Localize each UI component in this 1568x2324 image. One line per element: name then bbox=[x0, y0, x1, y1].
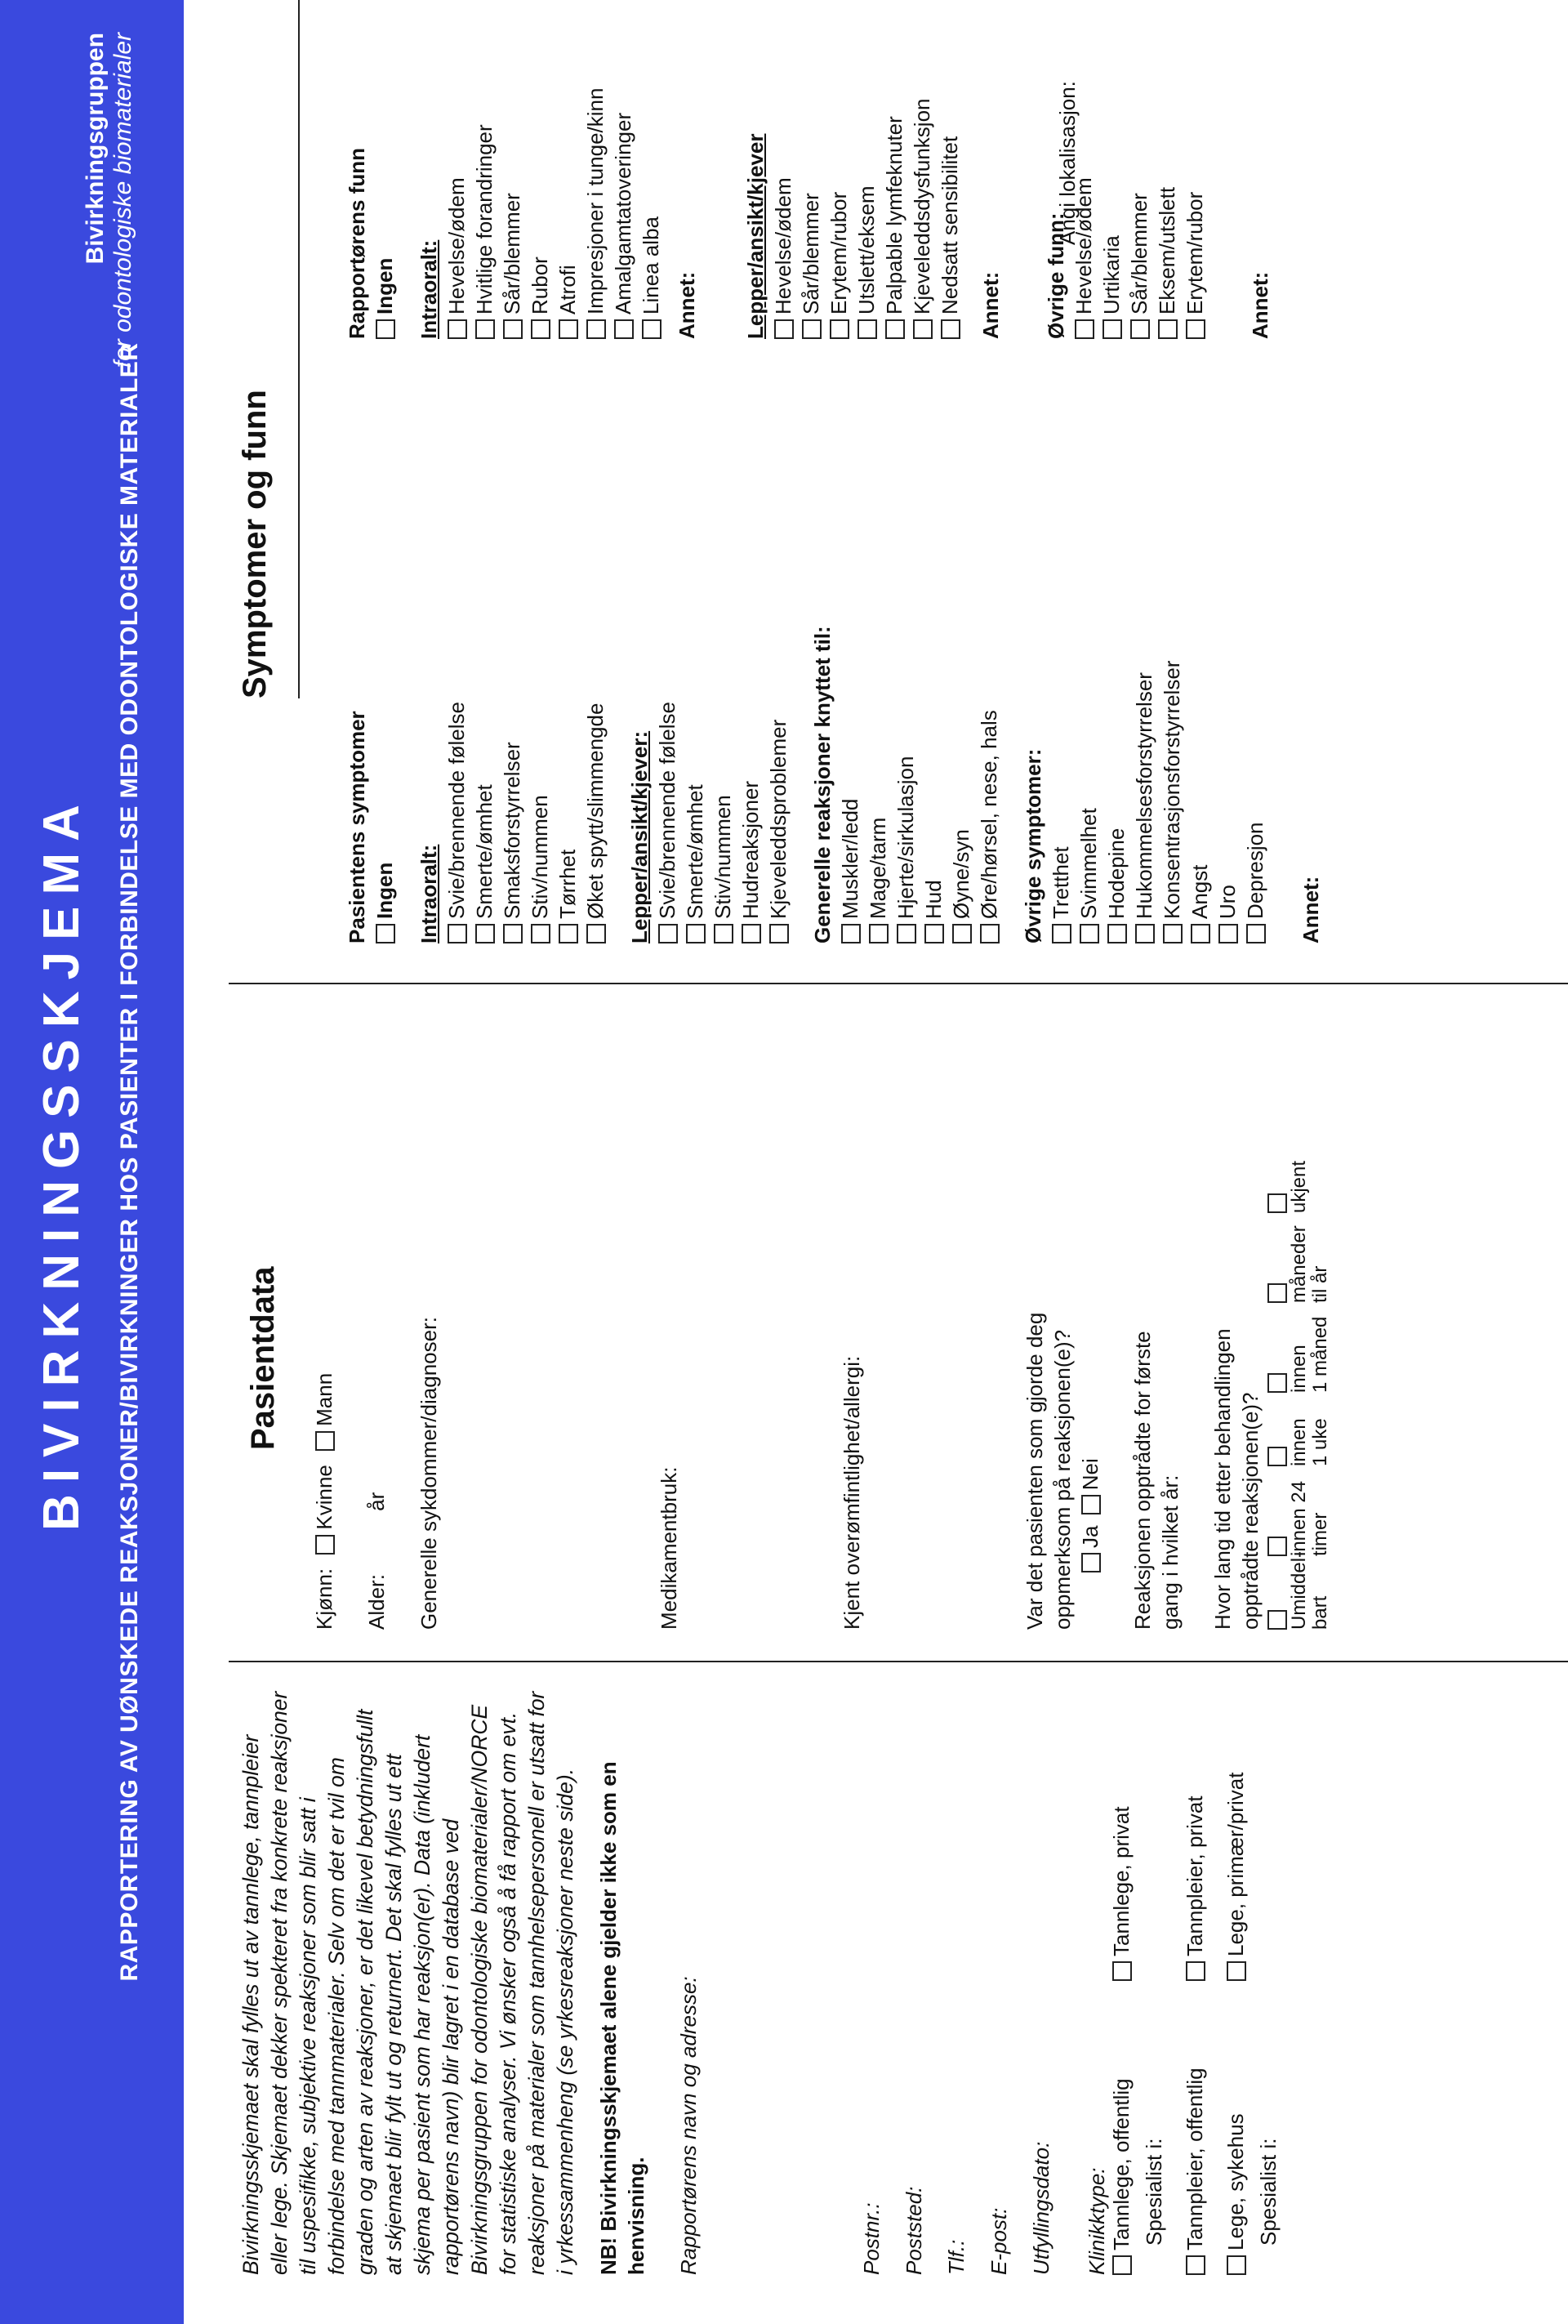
checkbox[interactable] bbox=[531, 319, 550, 339]
option-label: Uro bbox=[1215, 885, 1240, 919]
checkbox[interactable] bbox=[1186, 1961, 1205, 1981]
checkbox-option[interactable] bbox=[1047, 486, 1075, 943]
option-label: Smerte/ømhet bbox=[683, 784, 707, 919]
checkbox-option[interactable] bbox=[470, 12, 498, 339]
checkbox-option[interactable] bbox=[498, 12, 526, 339]
opt-tannpleier-priv[interactable]: Tannpleier, privat bbox=[1181, 1703, 1209, 1981]
checkbox[interactable] bbox=[1158, 319, 1178, 339]
divider-2 bbox=[229, 983, 1568, 984]
sykdommer-label: Generelle sykdommer/diagnoser: bbox=[416, 1317, 441, 1630]
patient-symptoms bbox=[343, 486, 1325, 943]
checkbox[interactable] bbox=[642, 319, 662, 339]
checkbox-option[interactable] bbox=[1214, 486, 1241, 943]
opt-tannlege-priv[interactable]: Tannlege, privat bbox=[1107, 1703, 1135, 1981]
symptoms-title: Symptomer og funn bbox=[237, 390, 273, 698]
option-label: Rubor bbox=[528, 256, 552, 314]
checkbox[interactable] bbox=[980, 924, 1000, 943]
option-label: Sår/blemmer bbox=[500, 193, 524, 314]
checkbox[interactable] bbox=[1246, 924, 1266, 943]
checkbox[interactable] bbox=[714, 924, 733, 943]
checkbox-option[interactable] bbox=[920, 486, 947, 943]
time-options bbox=[1267, 1009, 1331, 1630]
checkbox[interactable] bbox=[376, 924, 395, 943]
checkbox[interactable] bbox=[1080, 924, 1099, 943]
checkbox-option[interactable] bbox=[892, 486, 920, 943]
option-label: Smaksforstyrrelser bbox=[500, 742, 524, 919]
r-annet-3: Annet: bbox=[1248, 271, 1272, 339]
checkbox[interactable] bbox=[774, 319, 794, 339]
option-label: Hevelse/ødem bbox=[1071, 177, 1096, 314]
checkbox[interactable] bbox=[1227, 1961, 1246, 1981]
checkbox-option[interactable] bbox=[1181, 12, 1209, 339]
checkbox[interactable] bbox=[913, 319, 933, 339]
checkbox-option[interactable] bbox=[764, 486, 792, 943]
kjonn-row: Kjønn: Kvinne Mann bbox=[312, 1372, 336, 1630]
option-label: Kjeveleddsdysfunksjon bbox=[910, 98, 934, 314]
annet-patient: Annet: bbox=[1298, 876, 1323, 943]
klinikktype-options bbox=[1107, 1691, 1282, 2275]
checkbox-option[interactable] bbox=[864, 486, 892, 943]
intro-text: Bivirkningsskjemaet skal fylles ut av tannlege, tannpleier eller lege. Skjemaet dekker spekteret fra konkrete reaksjoner til uspesifikke, subjektive reaksjoner som blir satt i forbindelse med tannmaterialer. Selv om det er tvil om graden og arten av reaksjoner, er det likevel betydningsfullt at skjemaet blir fylt ut og returnert. Det skal fylles ut ett skjema per pasient som har reaksjon(er). Data (inkludert rapportørens navn) blir lagret i en database ved Bivirkningsgruppen for odontologiske biomaterialer/NORCE for statistiske analyser. Vi ønsker også å få rapport om evt. reaksjoner på materialer som tannhelsepersonell er utsatt for i yrkessammenheng (se yrkesreaksjoner neste side). bbox=[238, 1691, 577, 2275]
checkbox-option[interactable] bbox=[908, 12, 936, 339]
checkbox[interactable] bbox=[376, 319, 395, 339]
lepper-label: Lepper/ansikt/kjever: bbox=[627, 730, 652, 943]
option-label: Tretthet bbox=[1049, 846, 1073, 919]
option-label: Hevelse/ødem bbox=[771, 177, 795, 314]
checkbox-option[interactable] bbox=[797, 12, 825, 339]
checkbox-option[interactable] bbox=[936, 12, 964, 339]
checkbox-option[interactable] bbox=[609, 12, 637, 339]
checkbox[interactable] bbox=[686, 924, 706, 943]
checkbox[interactable] bbox=[658, 924, 678, 943]
intro-column bbox=[237, 1691, 1282, 2275]
checkbox-option[interactable] bbox=[443, 12, 470, 339]
medikament-label: Medikamentbruk: bbox=[657, 1466, 681, 1630]
lokal-label: Angi lokalisasjon: bbox=[1055, 81, 1080, 245]
checkbox[interactable] bbox=[1267, 1193, 1287, 1213]
checkbox[interactable] bbox=[869, 924, 889, 943]
option-label: Sår/blemmer bbox=[1127, 193, 1152, 314]
checkbox[interactable] bbox=[586, 319, 606, 339]
checkbox-nei[interactable] bbox=[1081, 1495, 1101, 1514]
checkbox[interactable] bbox=[924, 924, 944, 943]
checkbox[interactable] bbox=[858, 319, 877, 339]
checkbox[interactable] bbox=[1130, 319, 1150, 339]
intraoralt-label: Intraoralt: bbox=[416, 844, 441, 943]
option-label: Atrofi bbox=[555, 265, 580, 314]
checkbox[interactable] bbox=[1075, 319, 1094, 339]
checkbox[interactable] bbox=[885, 319, 905, 339]
checkbox[interactable] bbox=[742, 924, 761, 943]
option-label: Øket spytt/slimmengde bbox=[583, 703, 608, 919]
alder-row: Alder: år bbox=[364, 1492, 389, 1630]
reporter-name-label: Rapportørens navn og adresse: bbox=[676, 1976, 701, 2275]
opt-lege-sykehus[interactable]: Lege, sykehus bbox=[1222, 1981, 1250, 2275]
ovrige-symp-label: Øvrige symptomer: bbox=[1021, 748, 1045, 943]
checkbox[interactable] bbox=[1267, 1373, 1287, 1393]
option-label: Stiv/nummen bbox=[528, 795, 552, 919]
checkbox-option[interactable] bbox=[443, 486, 470, 943]
option-label: Utslett/eksem bbox=[854, 185, 879, 314]
checkbox-option[interactable] bbox=[769, 12, 797, 339]
checkbox[interactable] bbox=[1112, 2255, 1132, 2275]
r-annet-1: Annet: bbox=[675, 271, 699, 339]
checkbox[interactable] bbox=[841, 924, 861, 943]
generelle-label: Generelle reaksjoner knyttet til: bbox=[810, 626, 835, 943]
p-lepper-list bbox=[653, 486, 792, 943]
checkbox[interactable] bbox=[1267, 1537, 1287, 1556]
checkbox-option[interactable] bbox=[1130, 486, 1158, 943]
epost-label: E-post: bbox=[987, 2207, 1011, 2275]
checkbox[interactable] bbox=[475, 319, 495, 339]
checkbox-option[interactable] bbox=[853, 12, 880, 339]
patient-title: Pasientdata bbox=[245, 1266, 281, 1450]
option-label: Erytem/rubor bbox=[826, 191, 851, 314]
checkbox-option[interactable] bbox=[470, 486, 498, 943]
ingen-patient[interactable]: Ingen bbox=[371, 486, 399, 943]
checkbox[interactable] bbox=[1218, 924, 1238, 943]
checkbox[interactable] bbox=[503, 924, 523, 943]
checkbox[interactable] bbox=[1107, 924, 1127, 943]
divider-symptoms bbox=[298, 0, 300, 698]
option-label: Hevelse/ødem bbox=[444, 177, 469, 314]
reporter-findings-title: Rapportørens funn bbox=[345, 148, 369, 339]
r-intra-list bbox=[443, 12, 665, 339]
option-label: Svie/brennende følelse bbox=[655, 702, 679, 919]
checkbox[interactable] bbox=[1052, 924, 1071, 943]
checkbox[interactable] bbox=[1112, 1961, 1132, 1981]
option-label: Hukommelsesforstyrrelser bbox=[1132, 672, 1156, 919]
checkbox-option[interactable] bbox=[581, 12, 609, 339]
checkbox-option[interactable] bbox=[1158, 486, 1186, 943]
tlf-label: Tlf.: bbox=[944, 2239, 969, 2275]
option-label: Stiv/nummen bbox=[710, 795, 735, 919]
p-gen-list bbox=[836, 486, 1003, 943]
checkbox[interactable] bbox=[1186, 319, 1205, 339]
opt-tannlege-off[interactable]: Tannlege, offentlig bbox=[1107, 1981, 1135, 2275]
opt-tannpleier-off[interactable]: Tannpleier, offentlig bbox=[1181, 1981, 1209, 2275]
form-title: BIVIRKNINGSSKJEMA bbox=[33, 793, 90, 1531]
option-label: Impresjoner i tunge/kinn bbox=[583, 87, 608, 314]
checkbox[interactable] bbox=[1135, 924, 1155, 943]
r-intraoralt-label: Intraoralt: bbox=[416, 239, 441, 339]
checkbox[interactable] bbox=[1267, 1447, 1287, 1466]
r-lepper-list bbox=[769, 12, 964, 339]
option-label: Hodepine bbox=[1104, 827, 1129, 919]
option-label: Smerte/ømhet bbox=[472, 784, 497, 919]
checkbox-option[interactable] bbox=[653, 486, 681, 943]
checkbox-option[interactable] bbox=[1241, 486, 1269, 943]
option-label: Hjerte/sirkulasjon bbox=[893, 756, 918, 919]
q-first: Reaksjonen opptrådte for første gang i hvilket år: bbox=[1130, 1331, 1183, 1630]
checkbox[interactable] bbox=[1102, 319, 1122, 339]
checkbox-option[interactable] bbox=[1125, 12, 1153, 339]
checkbox[interactable] bbox=[1191, 924, 1210, 943]
checkbox-option[interactable] bbox=[581, 486, 609, 943]
checkbox-option[interactable] bbox=[1098, 12, 1125, 339]
checkbox-option[interactable] bbox=[526, 486, 554, 943]
checkbox-option[interactable] bbox=[709, 486, 737, 943]
dato-label: Utfyllingsdato: bbox=[1029, 2141, 1054, 2275]
ovrige-funn-label: Øvrige funn: bbox=[1044, 212, 1068, 339]
p-ovr-list bbox=[1047, 486, 1269, 943]
checkbox-option[interactable] bbox=[681, 486, 709, 943]
header-band bbox=[0, 0, 184, 2324]
checkbox[interactable] bbox=[503, 319, 523, 339]
ingen-reporter[interactable]: Ingen bbox=[371, 12, 399, 339]
checkbox-option[interactable] bbox=[880, 12, 908, 339]
option-label: Tørrhet bbox=[555, 849, 580, 919]
nb-note: NB! Bivirkningsskjemaet alene gjelder ikke som en henvisning. bbox=[596, 1761, 648, 2275]
option-label: Konsentrasjonsforstyrrelser bbox=[1160, 660, 1184, 919]
r-lepper-label: Lepper/ansikt/kjever bbox=[743, 133, 768, 339]
checkbox[interactable] bbox=[559, 924, 578, 943]
option-label: Mage/tarm bbox=[866, 817, 890, 919]
checkbox-option[interactable] bbox=[1186, 486, 1214, 943]
checkbox-option[interactable] bbox=[1153, 12, 1181, 339]
checkbox[interactable] bbox=[559, 319, 578, 339]
option-label: Depresjon bbox=[1243, 822, 1267, 919]
time-opt-5[interactable]: ukjent bbox=[1267, 1140, 1310, 1213]
option-label: Nedsatt sensibilitet bbox=[938, 136, 962, 314]
checkbox[interactable] bbox=[586, 924, 606, 943]
option-label: Amalgamtatoveringer bbox=[611, 112, 635, 314]
checkbox-option[interactable] bbox=[947, 486, 975, 943]
option-label: Svie/brennende følelse bbox=[444, 702, 469, 919]
option-label: Hud bbox=[921, 880, 946, 919]
checkbox-option[interactable] bbox=[526, 12, 554, 339]
checkbox-option[interactable] bbox=[498, 486, 526, 943]
option-label: Erytem/rubor bbox=[1183, 191, 1207, 314]
checkbox[interactable] bbox=[1186, 2255, 1205, 2275]
time-opt-4[interactable]: måneder til år bbox=[1267, 1213, 1331, 1303]
option-label: Urtikaria bbox=[1099, 235, 1124, 314]
option-label: Palpable lymfeknuter bbox=[882, 116, 906, 314]
reporter-findings bbox=[343, 12, 1274, 339]
checkbox[interactable] bbox=[941, 319, 960, 339]
checkbox-option[interactable] bbox=[554, 486, 581, 943]
postnr-label: Postnr.: bbox=[859, 2202, 884, 2275]
option-label: Kjeveleddsproblemer bbox=[766, 719, 791, 919]
allergi-label: Kjent overømfintlighet/allergi: bbox=[840, 1355, 864, 1630]
checkbox[interactable] bbox=[830, 319, 849, 339]
checkbox-option[interactable] bbox=[836, 486, 864, 943]
checkbox-ja[interactable] bbox=[1081, 1553, 1101, 1572]
option-label: Angst bbox=[1187, 864, 1212, 919]
form-subtitle: RAPPORTERING AV UØNSKEDE REAKSJONER/BIVIRKNINGER HOS PASIENTER I FORBINDELSE MED ODONTOLOGISKE MATERIALER bbox=[116, 342, 143, 1982]
checkbox[interactable] bbox=[614, 319, 634, 339]
checkbox[interactable] bbox=[802, 319, 822, 339]
checkbox[interactable] bbox=[952, 924, 972, 943]
checkbox[interactable] bbox=[531, 924, 550, 943]
q-time: Hvor lang tid etter behandlingen opptrådte reaksjonen(e)? bbox=[1210, 1328, 1263, 1630]
checkbox-kvinne[interactable] bbox=[315, 1535, 335, 1555]
time-opt-0[interactable]: Umiddel- bart bbox=[1267, 1556, 1331, 1630]
org-tagline: for odontologiske biomaterialer bbox=[109, 33, 136, 368]
option-label: Sår/blemmer bbox=[799, 193, 823, 314]
r-annet-2: Annet: bbox=[978, 271, 1003, 339]
r-ovr-list bbox=[1070, 12, 1209, 339]
time-opt-3[interactable]: innen 1 måned bbox=[1267, 1303, 1331, 1393]
time-opt-2[interactable]: innen 1 uke bbox=[1267, 1393, 1331, 1466]
checkbox[interactable] bbox=[475, 924, 495, 943]
checkbox-option[interactable] bbox=[1075, 486, 1102, 943]
checkbox-mann[interactable] bbox=[315, 1431, 335, 1451]
checkbox-option[interactable] bbox=[554, 12, 581, 339]
klinikktype-label: Klinikktype: bbox=[1085, 2167, 1109, 2275]
q-aware: Var det pasienten som gjorde deg oppmerksom på reaksjonen(e)? bbox=[1022, 1312, 1075, 1630]
patient-symptoms-title: Pasientens symptomer bbox=[345, 711, 369, 943]
poststed-label: Poststed: bbox=[902, 2186, 926, 2275]
option-label: Øyne/syn bbox=[949, 829, 973, 919]
p-intra-list bbox=[443, 486, 609, 943]
divider-1 bbox=[229, 1661, 1568, 1662]
option-label: Hudreaksjoner bbox=[738, 780, 763, 919]
checkbox-option[interactable] bbox=[825, 12, 853, 339]
patient-column bbox=[310, 1009, 1331, 1630]
checkbox[interactable] bbox=[1267, 1610, 1287, 1630]
checkbox-option[interactable] bbox=[737, 486, 764, 943]
checkbox[interactable] bbox=[1227, 2255, 1246, 2275]
spesialist-label-2: Spesialist i: bbox=[1256, 2138, 1281, 2246]
checkbox[interactable] bbox=[448, 924, 467, 943]
checkbox[interactable] bbox=[1267, 1283, 1287, 1303]
option-label: Svimmelhet bbox=[1076, 808, 1101, 919]
option-label: Linea alba bbox=[639, 216, 663, 314]
ja-nei-row: Ja Nei bbox=[1076, 1009, 1104, 1630]
option-label: Øre/hørsel, nese, hals bbox=[977, 710, 1001, 919]
option-label: Muskler/ledd bbox=[838, 798, 862, 919]
time-opt-1[interactable]: innen 24 timer bbox=[1267, 1466, 1331, 1556]
option-label: Hvitlige forandringer bbox=[472, 124, 497, 314]
checkbox-option[interactable] bbox=[975, 486, 1003, 943]
opt-lege-primaer[interactable]: Lege, primær/privat bbox=[1222, 1703, 1250, 1981]
option-label: Eksem/utslett bbox=[1155, 186, 1179, 314]
org-block bbox=[82, 33, 137, 368]
checkbox[interactable] bbox=[1163, 924, 1183, 943]
checkbox[interactable] bbox=[897, 924, 916, 943]
checkbox[interactable] bbox=[769, 924, 789, 943]
checkbox-option[interactable] bbox=[1102, 486, 1130, 943]
spesialist-label-1: Spesialist i: bbox=[1142, 2138, 1166, 2246]
org-name: Bivirkningsgruppen bbox=[82, 33, 109, 265]
checkbox-option[interactable] bbox=[637, 12, 665, 339]
checkbox[interactable] bbox=[448, 319, 467, 339]
